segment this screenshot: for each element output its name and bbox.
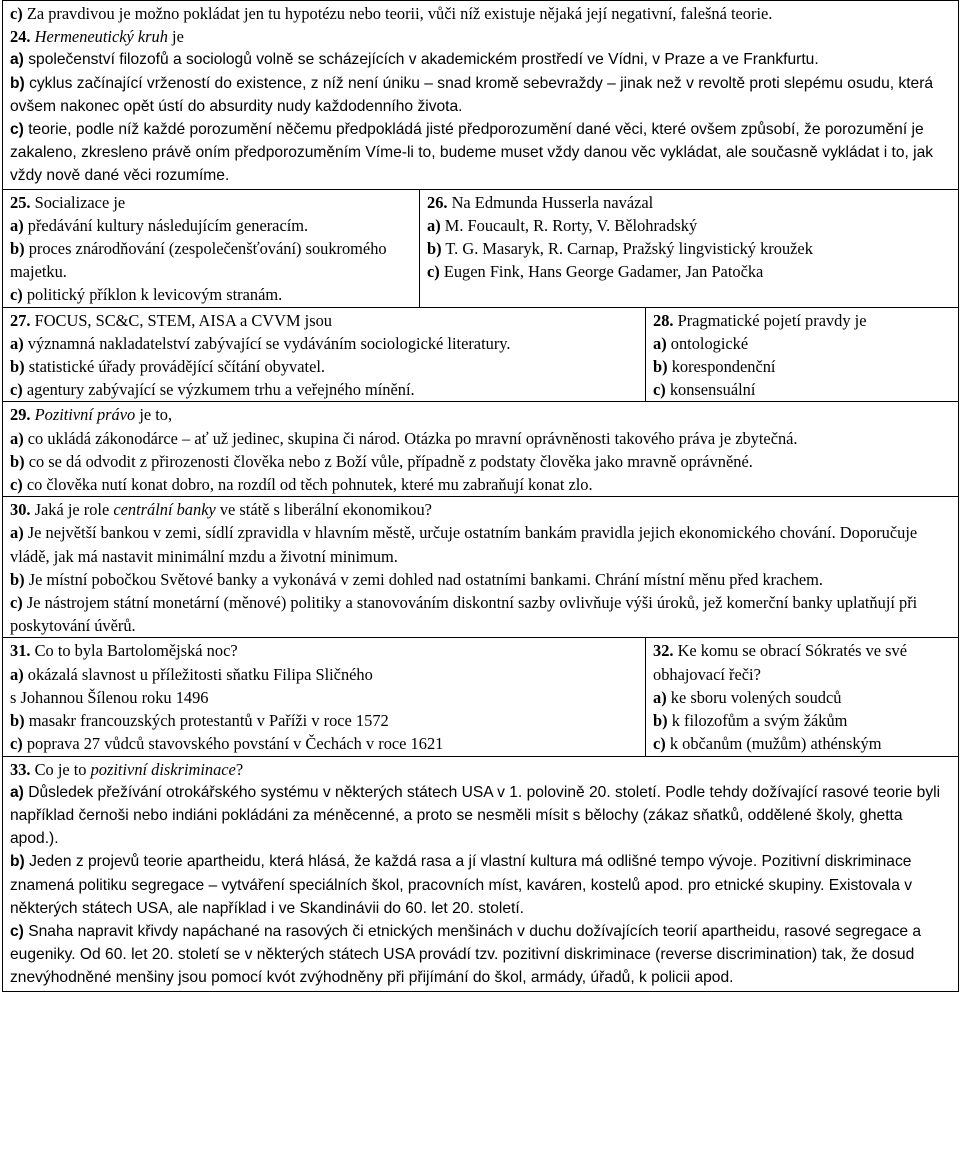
q27-cell	[3, 307, 646, 402]
q31-option-c: c) poprava 27 vůdců stavovského povstání v Čechách v roce 1621	[10, 734, 444, 754]
q32-question: 32. Ke komu se obrací Sókratés ve své obhajovací řeči?	[653, 641, 908, 684]
q26-cell	[420, 189, 959, 307]
q30-term: centrální banky	[113, 500, 216, 520]
question-27-28-row	[3, 307, 959, 402]
q25-option-a: a) předávání kultury následujícím generacím.	[10, 215, 309, 235]
question-25-26-row	[3, 189, 959, 307]
q25-option-b: b) proces znárodňování (zespolečenšťování) soukromého majetku.	[10, 239, 387, 282]
question-29-row	[3, 402, 959, 497]
q24-question: 24. Hermeneutický kruh je	[10, 27, 184, 47]
q28-option-b: b) korespondenční	[653, 357, 776, 377]
q28-option-c: c) konsensuální	[653, 380, 756, 400]
q33-cell	[3, 756, 959, 991]
q31-question: 31. Co to byla Bartolomějská noc?	[10, 641, 238, 661]
q29-option-c: c) co člověka nutí konat dobro, na rozdíl od těch pohnutek, které mu zabraňují konat zlo.	[10, 475, 593, 495]
q28-question: 28. Pragmatické pojetí pravdy je	[653, 310, 867, 330]
q24-option-b: b) cyklus začínající vržeností do existence, z níž není úniku – snad kromě sebevraždy – jinak než v revoltě proti slepému osudu, která ovšem nakonec opět ústí do absurdity nudy každodenního života.	[10, 74, 934, 115]
q26-option-a: a) M. Foucault, R. Rorty, V. Bělohradský	[427, 215, 698, 235]
q28-cell	[646, 307, 959, 402]
q33-option-a: a) Důsledek přežívání otrokářského systému v některých státech USA v 1. polovině 20. století. Podle tehdy dožívající rasové teorie byli například černoši nebo indiáni pokládáni za méněcenné, a proto se nesměli mísit s bělochy (zákaz sňatků, oddělené školy, ghetta apod.).	[10, 783, 941, 848]
q33-term: pozitivní diskriminace	[90, 759, 236, 779]
q31-option-b: b) masakr francouzských protestantů v Paříži v roce 1572	[10, 711, 389, 731]
q24-option-c: c) teorie, podle níž každé porozumění něčemu předpokládá jisté předporozumění dané věci, které ovšem způsobí, že porozumění je zakaleno, zkresleno právě oním předporozuměním Víme-li to, budeme muset vždy danou věc vykládat, ale současně vykládat i to, jak vždy nově dané věci rozumíme.	[10, 121, 934, 185]
q32-cell	[646, 638, 959, 756]
q30-option-a: a) Je největší bankou v zemi, sídlí zpravidla v hlavním městě, určuje ostatním bankám pravidla jejich ekonomického chování. Doporučuje vládě, jak má nastavit minimální mzdu a životní minimum.	[10, 523, 918, 566]
question-31-32-row	[3, 638, 959, 756]
q32-option-c: c) k občanům (mužům) athénským	[653, 734, 882, 754]
q26-question: 26. Na Edmunda Husserla navázal	[427, 192, 654, 212]
q30-option-b: b) Je místní pobočkou Světové banky a vykonává v zemi dohled nad ostatními bankami. Chrání místní měnu před krachem.	[10, 569, 824, 589]
q23-option-c-text: Za pravdivou je možno pokládat jen tu hypotézu nebo teorii, vůči níž existuje nějaká její negativní, falešná teorie.	[26, 4, 773, 23]
q24-term: Hermeneutický kruh	[34, 27, 168, 47]
q32-option-a: a) ke sboru volených soudců	[653, 687, 842, 707]
q24-option-a: a) společenství filozofů a sociologů volně se scházejících v akademickém prostředí ve Vídni, v Praze a ve Frankfurtu.	[10, 51, 819, 69]
q23-option-c: c) Za pravdivou je možno pokládat jen tu hypotézu nebo teorii, vůči níž existuje nějaká její negativní, falešná teorie.	[10, 4, 773, 23]
q26-option-b: b) T. G. Masaryk, R. Carnap, Pražský lingvistický kroužek	[427, 239, 813, 259]
q33-question: 33. Co je to pozitivní diskriminace?	[10, 759, 244, 779]
question-33-row	[3, 756, 959, 991]
question-30-row	[3, 497, 959, 638]
q30-cell	[3, 497, 959, 638]
q29-question: 29. Pozitivní právo je to,	[10, 405, 173, 425]
q31-cell	[3, 638, 646, 756]
q27-option-c: c) agentury zabývající se výzkumem trhu a veřejného mínění.	[10, 380, 415, 400]
question-24-row	[3, 1, 959, 190]
q25-option-c: c) politický příklon k levicovým stranám.	[10, 285, 283, 305]
q29-option-b: b) co se dá odvodit z přirozenosti člověka nebo z Boží vůle, případně z podstaty člověka jako mravně oprávněné.	[10, 451, 753, 471]
q26-option-c: c) Eugen Fink, Hans George Gadamer, Jan Patočka	[427, 262, 764, 282]
q33-option-b: b) Jeden z projevů teorie apartheidu, která hlásá, že každá rasa a jí vlastní kultura má odlišné tempo vývoje. Pozitivní diskriminace znamená politiku segregace – vytváření speciálních škol, pracovních míst, kaváren, kostelů apod. pro etnické skupiny. Existovala v některých státech USA, ale například i ve Skandinávii do 60. let 20. století.	[10, 853, 913, 917]
q32-option-b: b) k filozofům a svým žákům	[653, 711, 848, 731]
q31-option-a: a) okázalá slavnost u příležitosti sňatku Filipa Sličného s Johannou Šílenou roku 1496	[10, 664, 373, 707]
quiz-table	[2, 0, 959, 992]
q27-option-a: a) významná nakladatelství zabývající se vydáváním sociologické literatury.	[10, 333, 511, 353]
q27-question: 27. FOCUS, SC&C, STEM, AISA a CVVM jsou	[10, 310, 332, 330]
q25-question: 25. Socializace je	[10, 192, 126, 212]
q30-option-c: c) Je nástrojem státní monetární (měnové) politiky a stanovováním diskontní sazby ovlivňuje výši úroků, jež komerční banky uplatňují při poskytování úvěrů.	[10, 593, 918, 636]
q29-term: Pozitivní právo	[34, 405, 136, 425]
q33-option-c: c) Snaha napravit křivdy napáchané na rasových či etnických menšinách v duchu dožívajících teorií apartheidu, rasové segregace a eugeniky. Od 60. let 20. století se v některých státech USA provádí tzv. pozitivní diskriminace (reverse discrimination) tak, že dosud znevýhodněné menšiny jsou pomocí kvót zvýhodněny při přijímání do škol, armády, úřadů, k policii apod.	[10, 922, 922, 987]
q27-option-b: b) statistické úřady provádějící sčítání obyvatel.	[10, 357, 325, 377]
q29-cell	[3, 402, 959, 497]
q29-option-a: a) co ukládá zákonodárce – ať už jedinec, skupina či národ. Otázka po mravní oprávněnosti takového práva je zbytečná.	[10, 428, 798, 448]
q30-question: 30. Jaká je role centrální banky ve státě s liberální ekonomikou?	[10, 500, 432, 520]
q28-option-a: a) ontologické	[653, 333, 749, 353]
q25-cell	[3, 189, 420, 307]
